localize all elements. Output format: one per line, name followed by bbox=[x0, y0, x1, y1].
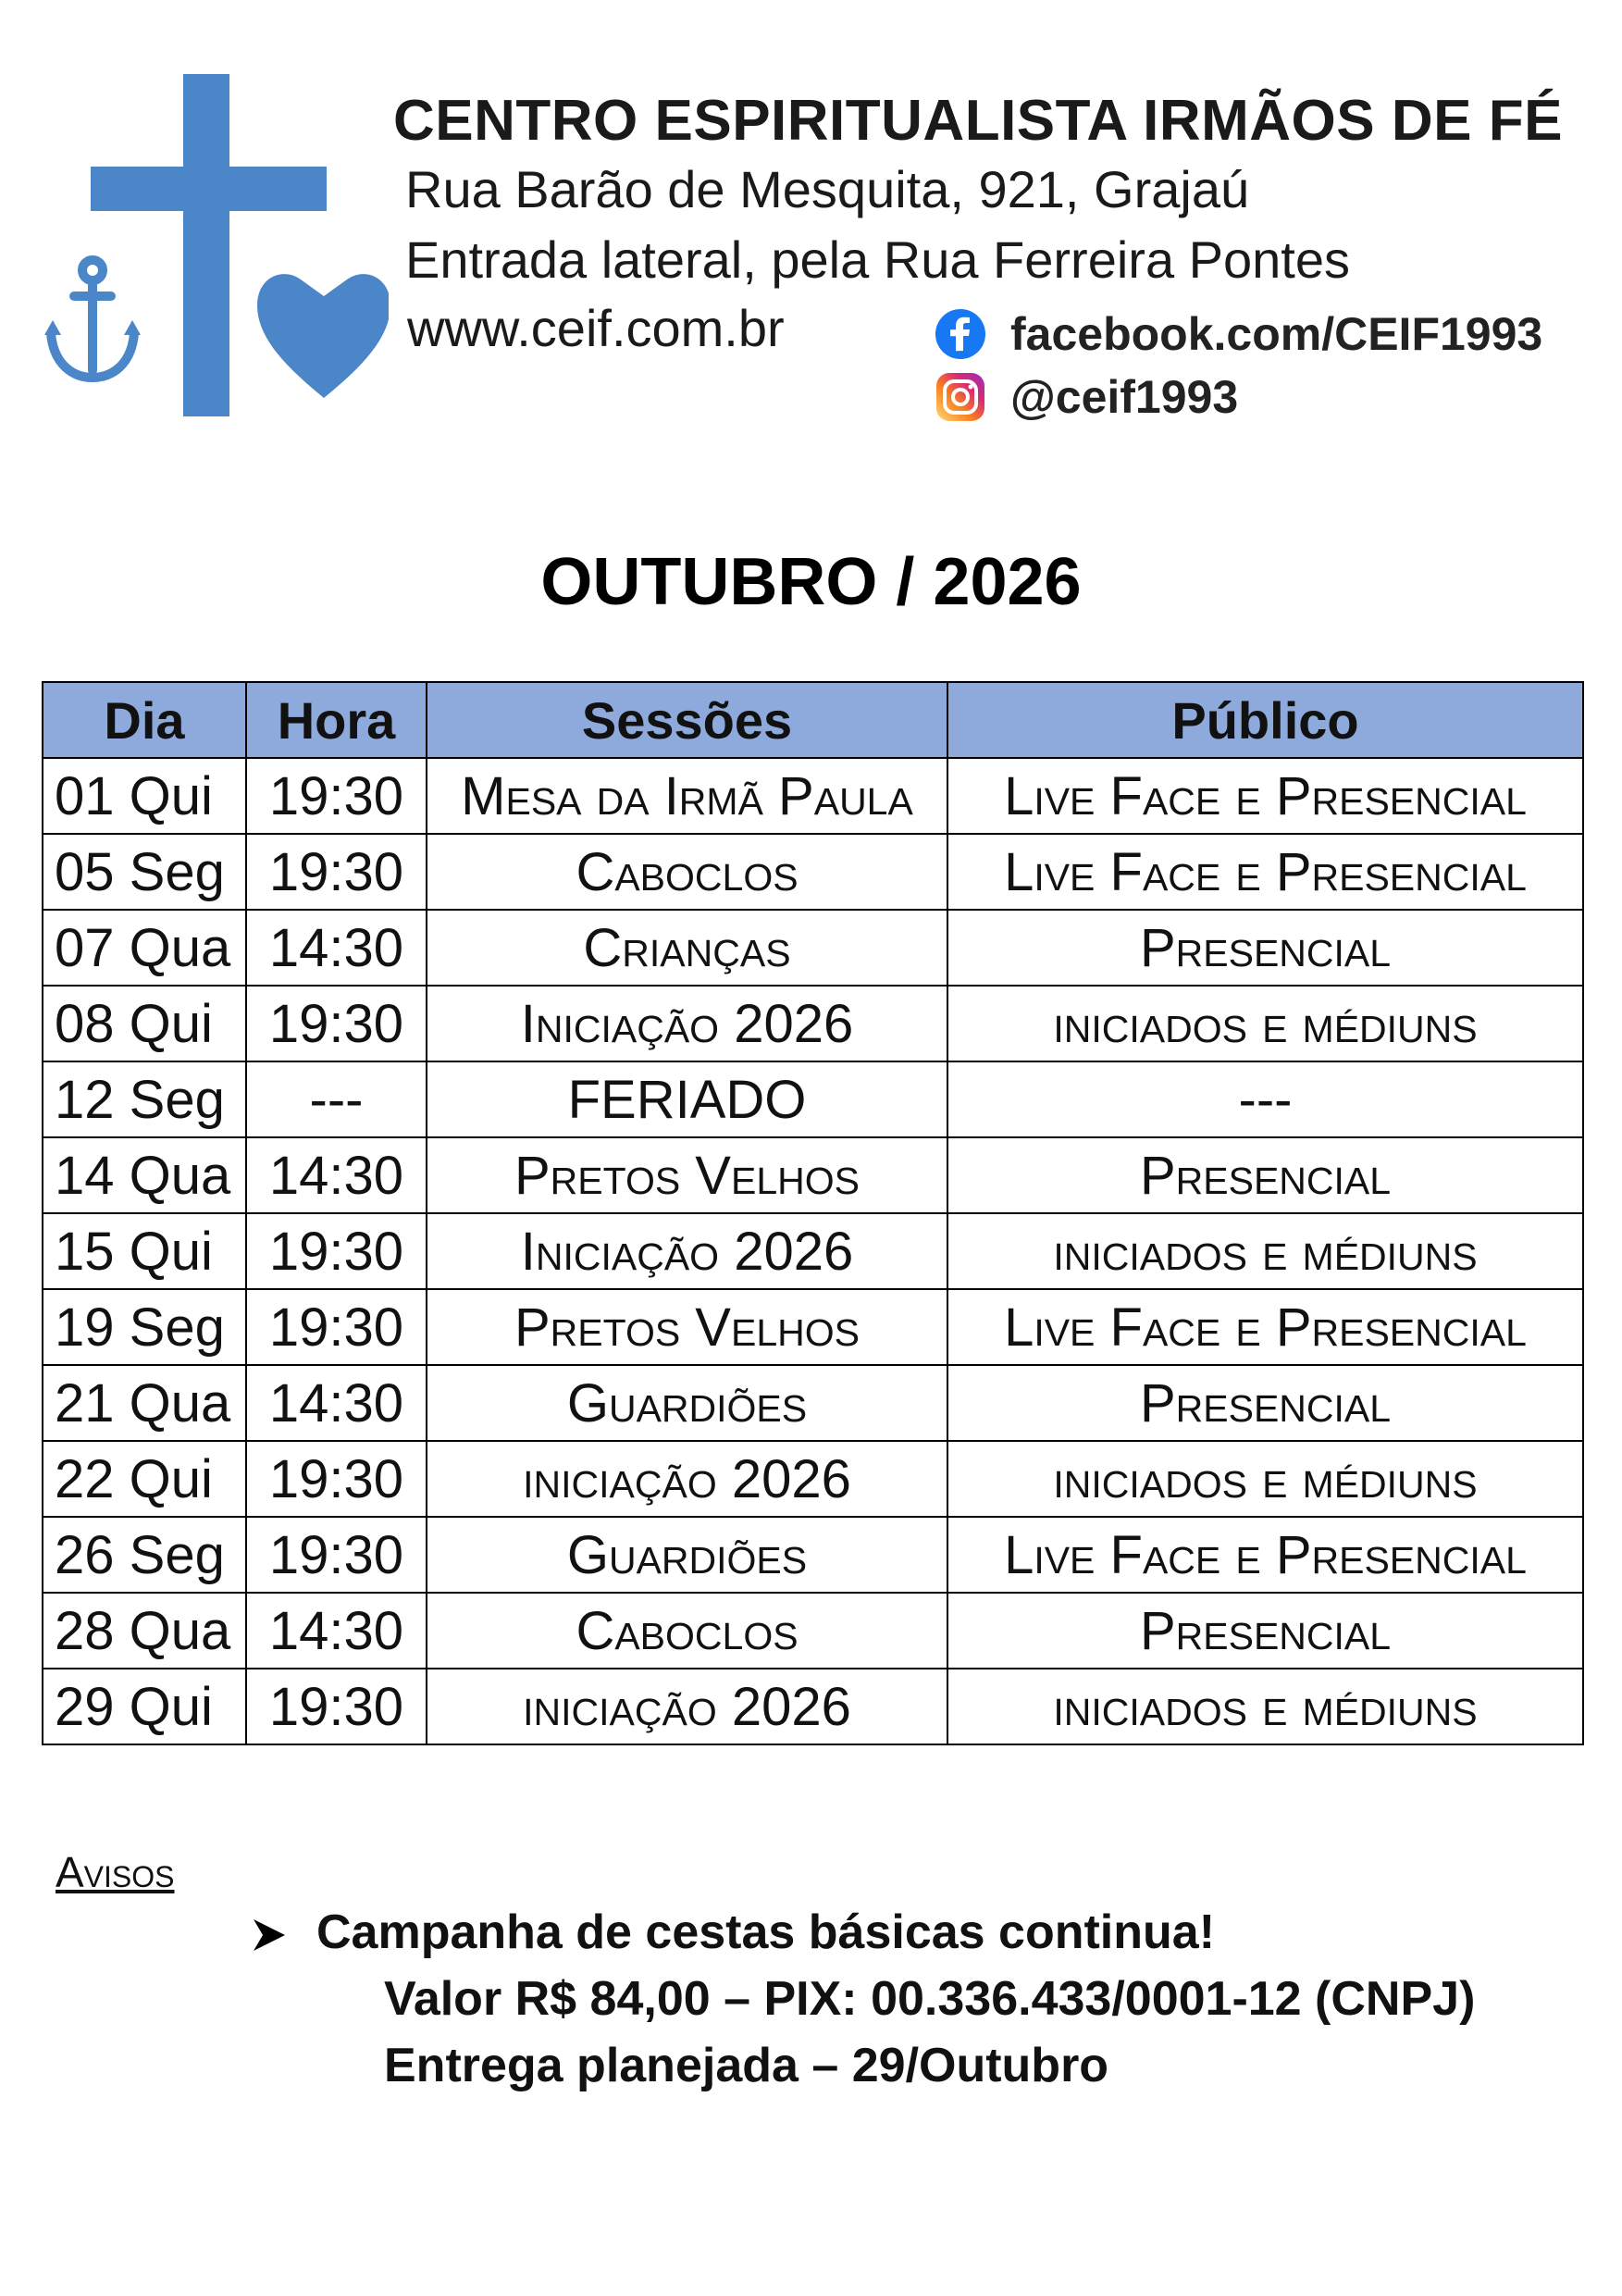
cell-hora: 19:30 bbox=[246, 1441, 427, 1517]
cell-sessao: Caboclos bbox=[427, 834, 947, 910]
cell-dia: 14 Qua bbox=[43, 1137, 246, 1213]
col-header-hora: Hora bbox=[246, 682, 427, 758]
address-line-1: Rua Barão de Mesquita, 921, Grajaú bbox=[405, 160, 1250, 218]
table-row bbox=[43, 910, 1583, 986]
cell-sessao: Iniciação 2026 bbox=[427, 1213, 947, 1289]
cell-dia: 12 Seg bbox=[43, 1061, 246, 1137]
org-name: CENTRO ESPIRITUALISTA IRMÃOS DE FÉ bbox=[393, 89, 1563, 153]
arrow-bullet-icon bbox=[250, 1916, 289, 1955]
cell-sessao: Guardiões bbox=[427, 1517, 947, 1593]
cell-dia: 28 Qua bbox=[43, 1593, 246, 1669]
table-header-row bbox=[43, 682, 1583, 758]
cell-hora: 19:30 bbox=[246, 834, 427, 910]
cell-hora: 19:30 bbox=[246, 1517, 427, 1593]
cell-hora: 19:30 bbox=[246, 1289, 427, 1365]
cell-dia: 29 Qui bbox=[43, 1669, 246, 1744]
instagram-icon bbox=[935, 371, 986, 423]
col-header-dia: Dia bbox=[43, 682, 246, 758]
address-line-2: Entrada lateral, pela Rua Ferreira Pontes bbox=[405, 230, 1350, 289]
table-row bbox=[43, 986, 1583, 1061]
table-row bbox=[43, 1289, 1583, 1365]
cell-hora: 14:30 bbox=[246, 1593, 427, 1669]
cell-publico: iniciados e médiuns bbox=[947, 1669, 1583, 1744]
cell-publico: iniciados e médiuns bbox=[947, 1213, 1583, 1289]
cell-publico: Presencial bbox=[947, 1593, 1583, 1669]
cell-sessao: Caboclos bbox=[427, 1593, 947, 1669]
cell-dia: 26 Seg bbox=[43, 1517, 246, 1593]
cell-sessao: Mesa da Irmã Paula bbox=[427, 758, 947, 834]
table-row bbox=[43, 1365, 1583, 1441]
cell-sessao: Crianças bbox=[427, 910, 947, 986]
cross-anchor-heart-logo bbox=[37, 65, 389, 426]
cell-sessao: Iniciação 2026 bbox=[427, 986, 947, 1061]
table-row bbox=[43, 1441, 1583, 1517]
cell-sessao: iniciação 2026 bbox=[427, 1441, 947, 1517]
cell-dia: 01 Qui bbox=[43, 758, 246, 834]
cell-sessao: Pretos Velhos bbox=[427, 1289, 947, 1365]
cell-sessao: Pretos Velhos bbox=[427, 1137, 947, 1213]
facebook-handle: facebook.com/CEIF1993 bbox=[1010, 308, 1543, 360]
cell-dia: 07 Qua bbox=[43, 910, 246, 986]
table-row bbox=[43, 1213, 1583, 1289]
cell-publico: Live Face e Presencial bbox=[947, 1289, 1583, 1365]
col-header-publico: Público bbox=[947, 682, 1583, 758]
cell-dia: 22 Qui bbox=[43, 1441, 246, 1517]
cell-hora: 14:30 bbox=[246, 910, 427, 986]
cell-publico: Live Face e Presencial bbox=[947, 1517, 1583, 1593]
cell-dia: 21 Qua bbox=[43, 1365, 246, 1441]
cell-hora: 19:30 bbox=[246, 758, 427, 834]
table-row bbox=[43, 1593, 1583, 1669]
cell-publico: --- bbox=[947, 1061, 1583, 1137]
cell-publico: Presencial bbox=[947, 1365, 1583, 1441]
cell-hora: --- bbox=[246, 1061, 427, 1137]
instagram-row[interactable] bbox=[935, 370, 1238, 424]
notices-heading: Avisos bbox=[56, 1848, 175, 1896]
website-link[interactable]: www.ceif.com.br bbox=[407, 299, 785, 357]
cell-hora: 14:30 bbox=[246, 1137, 427, 1213]
cell-publico: Presencial bbox=[947, 910, 1583, 986]
table-row bbox=[43, 1669, 1583, 1744]
notice-line-2: Valor R$ 84,00 – PIX: 00.336.433/0001-12 (CNPJ) bbox=[384, 1972, 1476, 2026]
table-row bbox=[43, 834, 1583, 910]
cell-dia: 08 Qui bbox=[43, 986, 246, 1061]
cell-sessao: FERIADO bbox=[427, 1061, 947, 1137]
schedule-table bbox=[42, 681, 1584, 1745]
notice-line-3: Entrega planejada – 29/Outubro bbox=[384, 2039, 1109, 2092]
col-header-sessoes: Sessões bbox=[427, 682, 947, 758]
cell-publico: iniciados e médiuns bbox=[947, 1441, 1583, 1517]
cell-dia: 05 Seg bbox=[43, 834, 246, 910]
cell-publico: iniciados e médiuns bbox=[947, 986, 1583, 1061]
schedule-body bbox=[43, 758, 1583, 1744]
cell-hora: 19:30 bbox=[246, 1669, 427, 1744]
cell-hora: 19:30 bbox=[246, 986, 427, 1061]
table-row bbox=[43, 1061, 1583, 1137]
notice-line-1: Campanha de cestas básicas continua! bbox=[316, 1905, 1216, 1959]
facebook-row[interactable] bbox=[935, 307, 1542, 361]
cell-sessao: Guardiões bbox=[427, 1365, 947, 1441]
cell-publico: Live Face e Presencial bbox=[947, 834, 1583, 910]
cell-publico: Presencial bbox=[947, 1137, 1583, 1213]
table-row bbox=[43, 1517, 1583, 1593]
instagram-handle: @ceif1993 bbox=[1010, 371, 1239, 423]
table-row bbox=[43, 1137, 1583, 1213]
facebook-icon bbox=[935, 308, 986, 360]
cell-publico: Live Face e Presencial bbox=[947, 758, 1583, 834]
page-title: OUTUBRO / 2026 bbox=[540, 545, 1082, 619]
cell-dia: 15 Qui bbox=[43, 1213, 246, 1289]
cell-hora: 14:30 bbox=[246, 1365, 427, 1441]
cell-dia: 19 Seg bbox=[43, 1289, 246, 1365]
table-row bbox=[43, 758, 1583, 834]
cell-hora: 19:30 bbox=[246, 1213, 427, 1289]
cell-sessao: iniciação 2026 bbox=[427, 1669, 947, 1744]
